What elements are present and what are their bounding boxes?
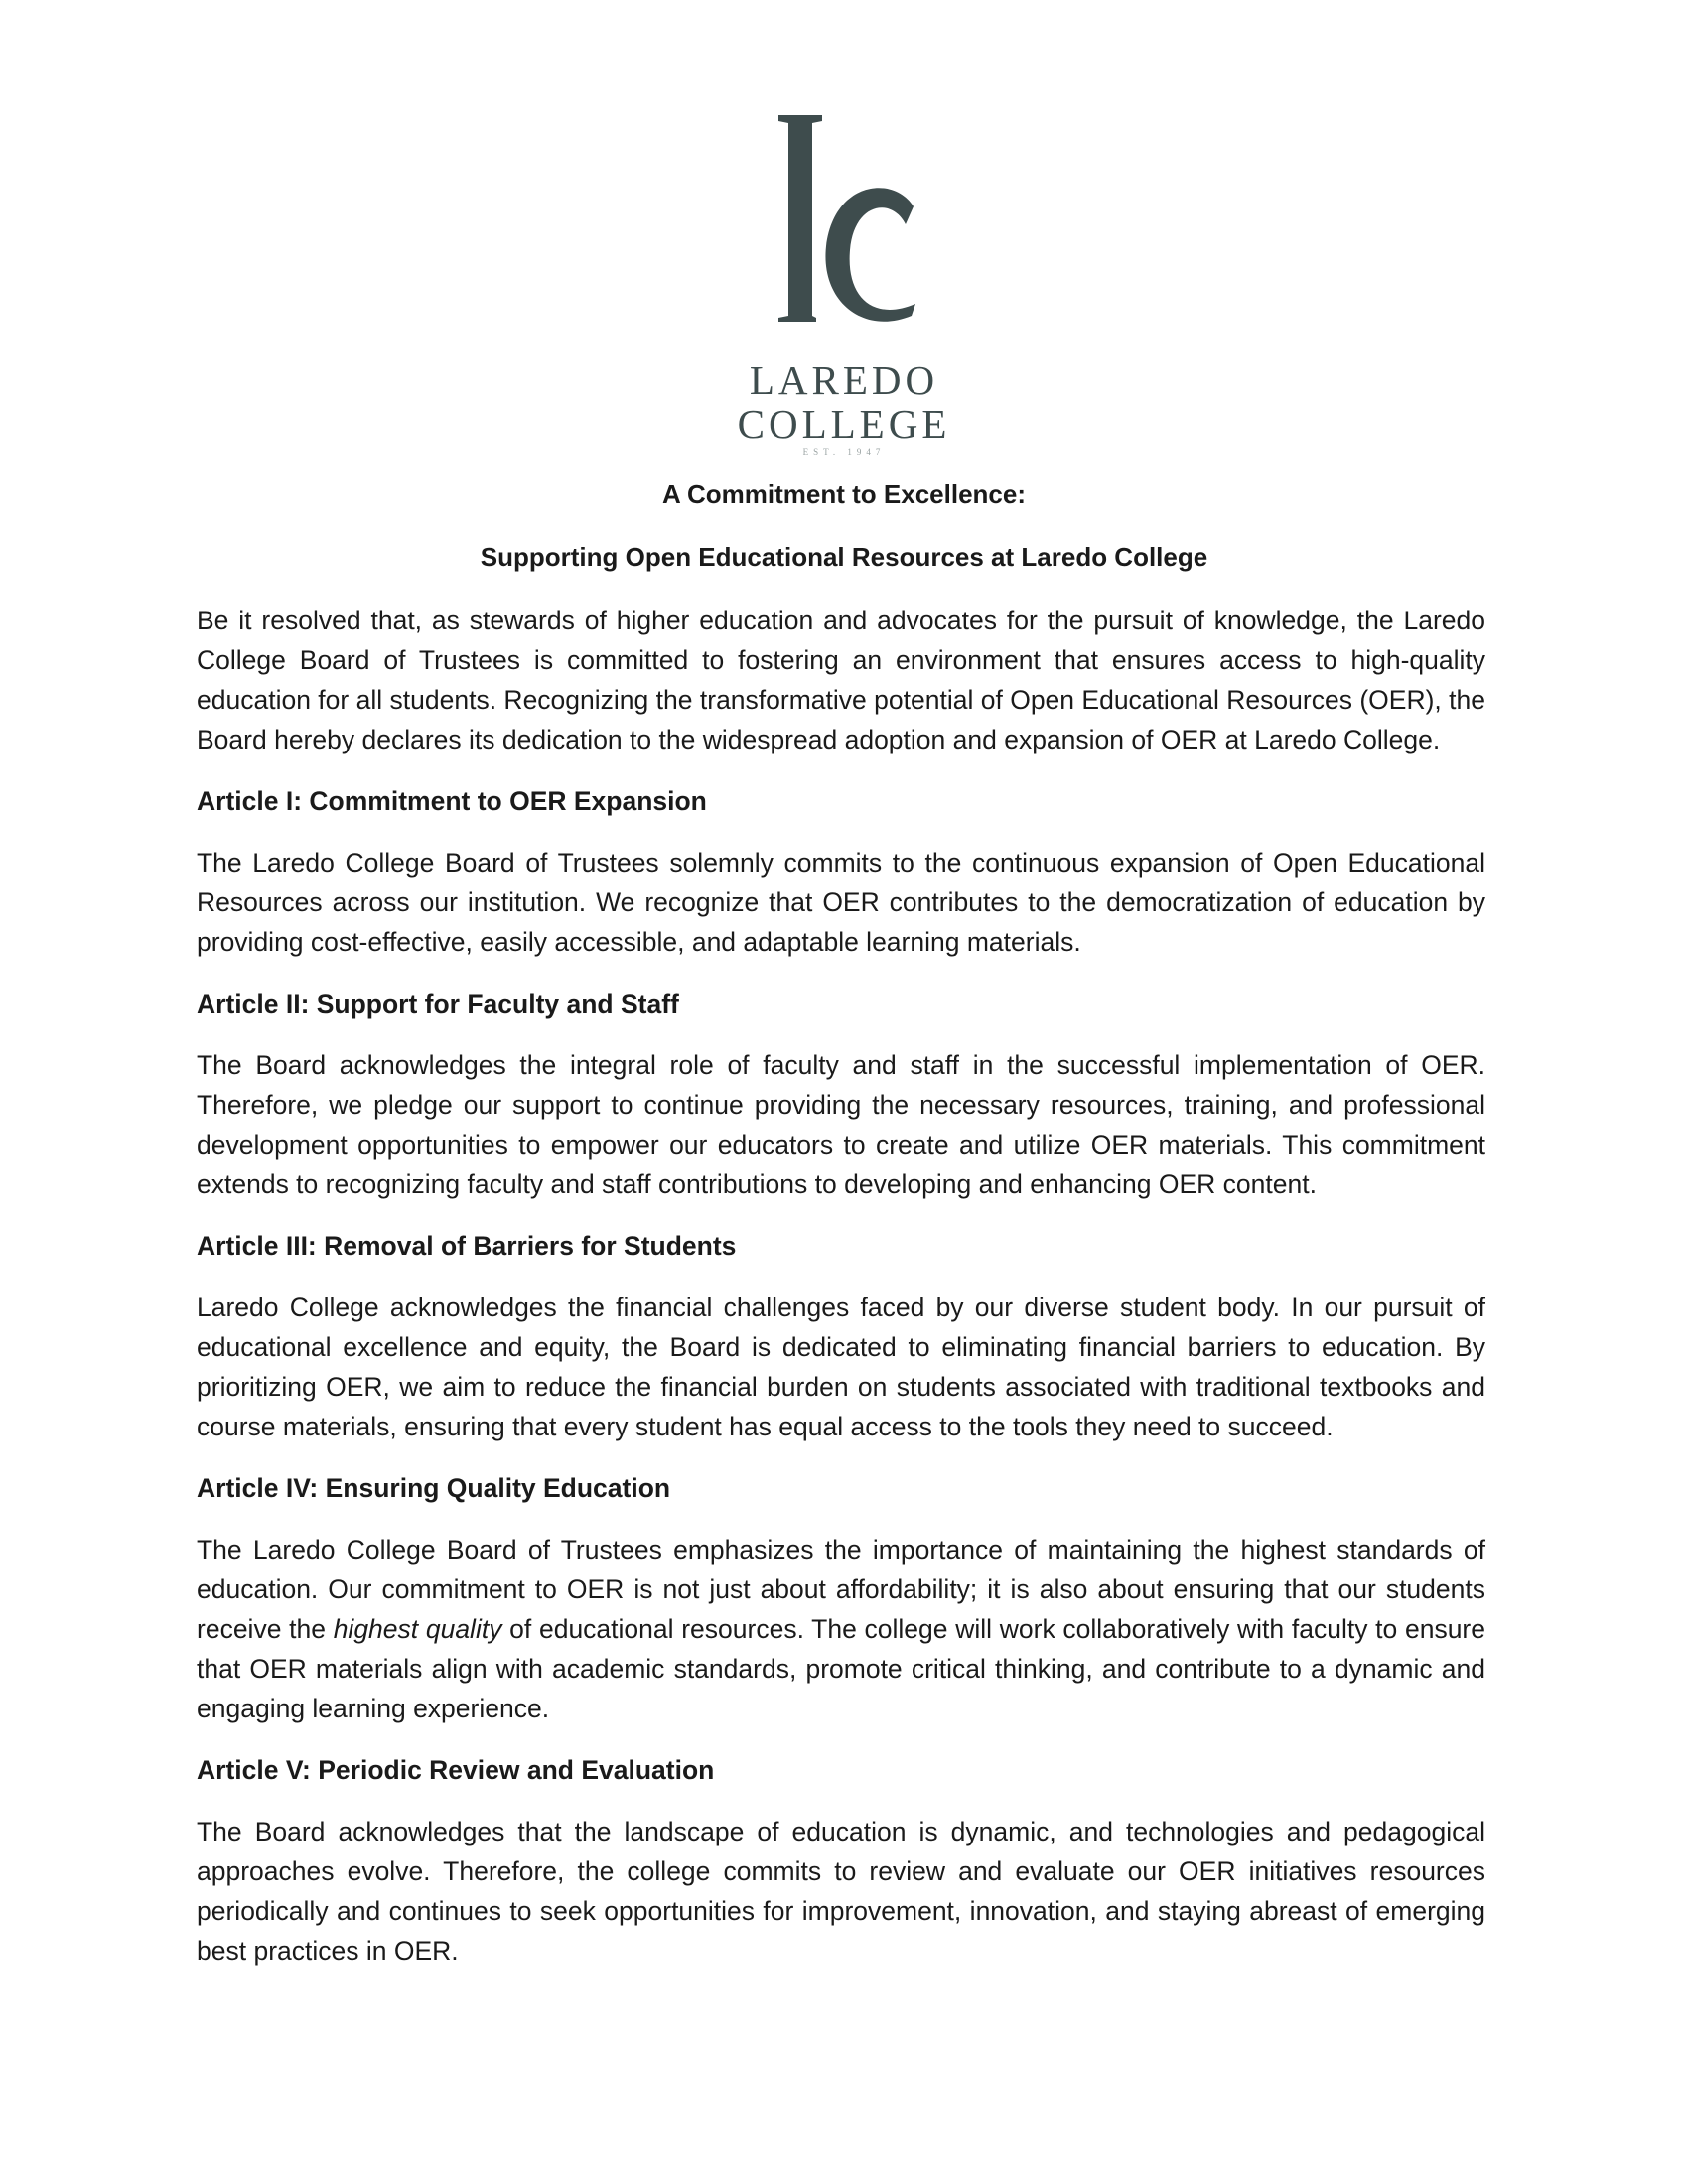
article-3-body: Laredo College acknowledges the financial challenges faced by our diverse student body. In our pursuit of educational excellence and equity, the Board is dedicated to eliminating financial barriers to education. By prioritizing OER, we aim to reduce the financial burden on students associated with traditional textbooks and course materials, ensuring that every student has equal access to the tools they need to succeed. (197, 1293, 1485, 1441)
college-logo (725, 107, 963, 457)
article-4-heading: Article IV: Ensuring Quality Education (197, 1473, 671, 1503)
article-4-body-start: The Laredo College Board of Trustees emphasizes the importance of maintaining the highest standards of education. Our commitment to OER is not just about affordability; it is also about ensuring that our students receive the (197, 1535, 1485, 1644)
article-5-heading: Article V: Periodic Review and Evaluation (197, 1755, 715, 1785)
logo-established: EST. 1947 (802, 447, 886, 457)
document-title: A Commitment to Excellence: (661, 479, 1026, 509)
article-1-heading: Article I: Commitment to OER Expansion (197, 786, 707, 816)
article-3-heading: Article III: Removal of Barriers for Students (197, 1231, 737, 1261)
article-5-body: The Board acknowledges that the landscape of education is dynamic, and technologies and pedagogical approaches evolve. Therefore, the college commits to review and evaluate our OER initiatives resources periodically and continues to seek opportunities for improvement, innovation, and staying abreast of emerging best practices in OER. (197, 1817, 1485, 1966)
logo-name-line1: LAREDO (749, 357, 939, 403)
preamble: Be it resolved that, as stewards of higher education and advocates for the pursuit of knowledge, the Laredo College Board of Trustees is committed to fostering an environment that ensures access to high-quality education for all students. Recognizing the transformative potential of Open Educational Resources (OER), the Board hereby declares its dedication to the widespread adoption and expansion of OER at Laredo College. (197, 606, 1485, 754)
lc-monogram-icon (745, 107, 943, 355)
document-subtitle: Supporting Open Educational Resources at Laredo College (480, 542, 1208, 572)
logo-name-line2: COLLEGE (737, 401, 951, 447)
article-2-body: The Board acknowledges the integral role of faculty and staff in the successful implementation of OER. Therefore, we pledge our support to continue providing the necessary resources, training, and professional development opportunities to empower our educators to create and utilize OER materials. This commitment extends to recognizing faculty and staff contributions to developing and enhancing OER content. (197, 1050, 1485, 1199)
article-1-body: The Laredo College Board of Trustees solemnly commits to the continuous expansion of Open Educational Resources across our institution. We recognize that OER contributes to the democratization of education by providing cost-effective, easily accessible, and adaptable learning materials. (197, 848, 1485, 957)
article-2-heading: Article II: Support for Faculty and Staff (197, 989, 679, 1019)
article-4-body (197, 1530, 1485, 1728)
article-4-body-end: of educational resources. The college will work collaboratively with faculty to ensure that OER materials align with academic standards, promote critical thinking, and contribute to a dynamic and engaging learning experience. (197, 1614, 1485, 1723)
article-4-emphasis: highest quality (333, 1614, 502, 1644)
resolution-body (197, 601, 1485, 1992)
